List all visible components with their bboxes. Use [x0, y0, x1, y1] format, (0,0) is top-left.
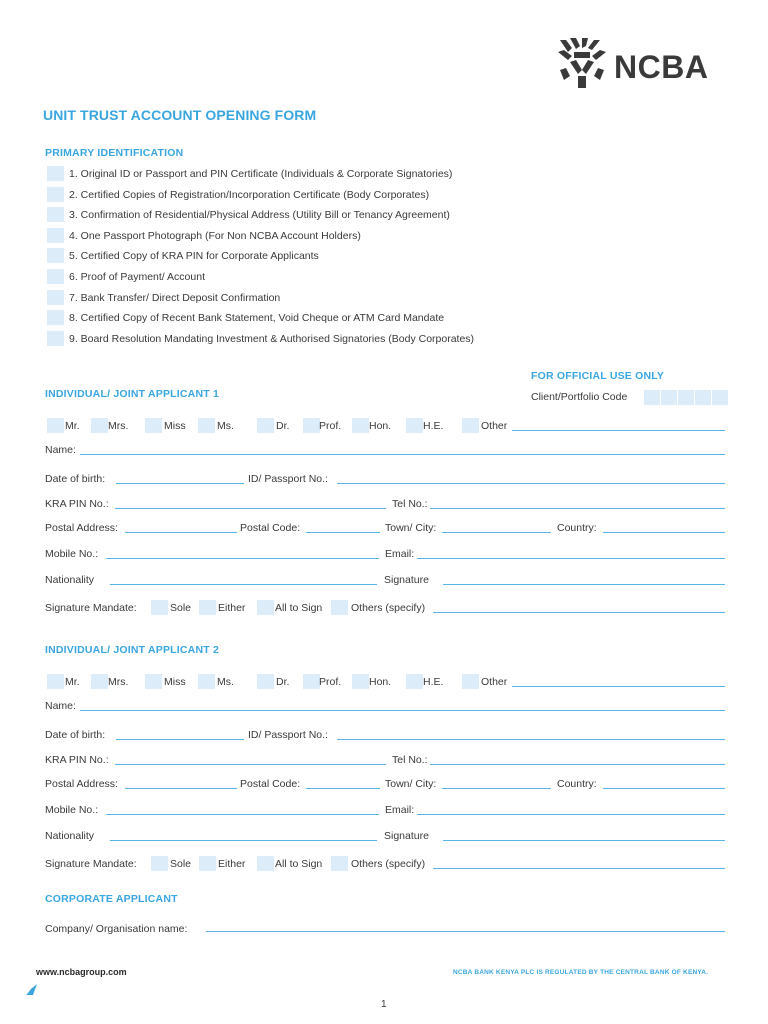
applicant2-mobile-label: Mobile No.: — [45, 804, 99, 816]
applicant1-title-he-checkbox[interactable] — [406, 418, 423, 433]
applicant1-town-city-label: Town/ City: — [385, 522, 437, 534]
applicant1-postal-code-field[interactable] — [306, 532, 380, 533]
applicant1-signature-mandate-label: Signature Mandate: — [45, 602, 137, 614]
ncba-logo — [556, 36, 732, 92]
applicant2-title-dr-label: Dr. — [276, 676, 290, 688]
applicant2-signature-field[interactable] — [443, 840, 725, 841]
applicant2-kra-pin-label: KRA PIN No.: — [45, 754, 109, 766]
pi-item-4: 4. One Passport Photograph (For Non NCBA Account Holders) — [69, 230, 361, 242]
pi-checkbox-6[interactable] — [47, 269, 64, 284]
applicant2-tel-field[interactable] — [430, 764, 725, 765]
applicant1-mandate-others-label: Others (specify) — [351, 602, 426, 614]
applicant2-title-mr-label: Mr. — [65, 676, 80, 688]
applicant1-id-passport-label: ID/ Passport No.: — [248, 473, 328, 485]
applicant1-title-prof-checkbox[interactable] — [303, 418, 320, 433]
applicant1-title-hon-label: Hon. — [369, 420, 392, 432]
applicant1-title-dr-label: Dr. — [276, 420, 290, 432]
applicant2-mandate-others-label: Others (specify) — [351, 858, 426, 870]
applicant2-postal-address-field[interactable] — [125, 788, 237, 789]
applicant1-country-label: Country: — [557, 522, 597, 534]
applicant1-heading: INDIVIDUAL/ JOINT APPLICANT 1 — [45, 388, 220, 400]
applicant1-mobile-field[interactable] — [106, 558, 379, 559]
pi-checkbox-9[interactable] — [47, 331, 64, 346]
applicant1-mandate-all-label: All to Sign — [275, 602, 323, 614]
applicant1-mandate-sole-label: Sole — [170, 602, 192, 614]
applicant1-other-title-field[interactable] — [512, 430, 725, 431]
pi-item-1: 1. Original ID or Passport and PIN Certificate (Individuals & Corporate Signatories) — [69, 168, 453, 180]
applicant1-nationality-field[interactable] — [110, 584, 377, 585]
applicant2-title-ms-label: Ms. — [217, 676, 234, 688]
applicant2-heading: INDIVIDUAL/ JOINT APPLICANT 2 — [45, 644, 220, 656]
applicant2-mandate-others-field[interactable] — [433, 868, 725, 869]
applicant1-title-dr-checkbox[interactable] — [257, 418, 274, 433]
page-number: 1 — [381, 999, 387, 1010]
applicant1-title-ms-label: Ms. — [217, 420, 234, 432]
applicant2-tel-label: Tel No.: — [392, 754, 428, 766]
applicant2-title-other-checkbox[interactable] — [462, 674, 479, 689]
applicant2-nationality-label: Nationality — [45, 830, 95, 842]
applicant2-title-prof-label: Prof. — [319, 676, 342, 688]
applicant1-title-other-checkbox[interactable] — [462, 418, 479, 433]
applicant1-email-field[interactable] — [417, 558, 725, 559]
applicant2-dob-label: Date of birth: — [45, 729, 106, 741]
applicant2-other-title-field[interactable] — [512, 686, 725, 687]
applicant2-id-passport-label: ID/ Passport No.: — [248, 729, 328, 741]
pi-checkbox-4[interactable] — [47, 228, 64, 243]
company-name-label: Company/ Organisation name: — [45, 923, 188, 935]
pi-item-6: 6. Proof of Payment/ Account — [69, 271, 205, 283]
applicant2-mandate-all-label: All to Sign — [275, 858, 323, 870]
applicant1-title-mrs-label: Mrs. — [108, 420, 129, 432]
primary-identification-heading: PRIMARY IDENTIFICATION — [45, 147, 184, 159]
applicant1-tel-field[interactable] — [430, 508, 725, 509]
pi-checkbox-3[interactable] — [47, 207, 64, 222]
applicant1-postal-code-label: Postal Code: — [240, 522, 301, 534]
applicant1-title-mr-checkbox[interactable] — [47, 418, 64, 433]
pi-item-5: 5. Certified Copy of KRA PIN for Corporate Applicants — [69, 250, 319, 262]
applicant1-mandate-others-checkbox[interactable] — [331, 600, 348, 615]
applicant1-dob-label: Date of birth: — [45, 473, 106, 485]
applicant2-town-city-field[interactable] — [442, 788, 551, 789]
pi-item-8: 8. Certified Copy of Recent Bank Statement, Void Cheque or ATM Card Mandate — [69, 312, 445, 324]
applicant2-nationality-field[interactable] — [110, 840, 377, 841]
applicant2-mandate-all-checkbox[interactable] — [257, 856, 274, 871]
applicant2-country-field[interactable] — [603, 788, 725, 789]
applicant2-title-mr-checkbox[interactable] — [47, 674, 64, 689]
applicant2-name-field[interactable] — [80, 710, 725, 711]
applicant2-kra-pin-field[interactable] — [115, 764, 386, 765]
applicant1-mandate-others-field[interactable] — [433, 612, 725, 613]
applicant2-title-he-label: H.E. — [423, 676, 444, 688]
pi-checkbox-1[interactable] — [47, 166, 64, 181]
applicant1-email-label: Email: — [385, 548, 415, 560]
applicant2-mandate-either-checkbox[interactable] — [199, 856, 216, 871]
applicant2-mobile-field[interactable] — [106, 814, 379, 815]
applicant2-title-miss-checkbox[interactable] — [145, 674, 162, 689]
applicant1-mobile-label: Mobile No.: — [45, 548, 99, 560]
pi-checkbox-7[interactable] — [47, 290, 64, 305]
applicant2-title-miss-label: Miss — [164, 676, 186, 688]
applicant2-mandate-sole-label: Sole — [170, 858, 192, 870]
applicant1-dob-field[interactable] — [116, 483, 244, 484]
applicant1-signature-label: Signature — [384, 574, 429, 586]
applicant1-mandate-sole-checkbox[interactable] — [151, 600, 168, 615]
applicant2-mandate-others-checkbox[interactable] — [331, 856, 348, 871]
applicant2-title-hon-label: Hon. — [369, 676, 392, 688]
applicant1-title-mrs-checkbox[interactable] — [91, 418, 108, 433]
applicant1-mandate-all-checkbox[interactable] — [257, 600, 274, 615]
applicant2-title-he-checkbox[interactable] — [406, 674, 423, 689]
applicant1-town-city-field[interactable] — [442, 532, 551, 533]
applicant1-postal-address-label: Postal Address: — [45, 522, 118, 534]
applicant1-tel-label: Tel No.: — [392, 498, 428, 510]
applicant2-signature-label: Signature — [384, 830, 429, 842]
applicant1-kra-pin-field[interactable] — [115, 508, 386, 509]
footer-url: www.ncbagroup.com — [36, 967, 127, 977]
footer-regulation: NCBA BANK KENYA PLC IS REGULATED BY THE CENTRAL BANK OF KENYA. — [453, 969, 709, 976]
pi-checkbox-2[interactable] — [47, 187, 64, 202]
applicant1-nationality-label: Nationality — [45, 574, 95, 586]
applicant2-postal-code-field[interactable] — [306, 788, 380, 789]
applicant2-title-other-label: Other — [481, 676, 508, 688]
applicant1-mandate-either-checkbox[interactable] — [199, 600, 216, 615]
applicant1-id-passport-field[interactable] — [337, 483, 725, 484]
applicant1-signature-field[interactable] — [443, 584, 725, 585]
applicant1-title-he-label: H.E. — [423, 420, 444, 432]
applicant2-postal-address-label: Postal Address: — [45, 778, 118, 790]
pi-checkbox-5[interactable] — [47, 248, 64, 263]
applicant1-title-hon-checkbox[interactable] — [352, 418, 369, 433]
applicant2-town-city-label: Town/ City: — [385, 778, 437, 790]
applicant2-country-label: Country: — [557, 778, 597, 790]
applicant1-postal-address-field[interactable] — [125, 532, 237, 533]
applicant1-title-mr-label: Mr. — [65, 420, 80, 432]
applicant1-title-miss-checkbox[interactable] — [145, 418, 162, 433]
applicant2-name-label: Name: — [45, 700, 76, 712]
pi-item-9: 9. Board Resolution Mandating Investment & Authorised Signatories (Body Corporates) — [69, 333, 475, 345]
applicant2-title-dr-checkbox[interactable] — [257, 674, 274, 689]
pi-item-3: 3. Confirmation of Residential/Physical Address (Utility Bill or Tenancy Agreement) — [69, 209, 450, 221]
applicant2-title-prof-checkbox[interactable] — [303, 674, 320, 689]
applicant2-title-ms-checkbox[interactable] — [198, 674, 215, 689]
applicant1-title-miss-label: Miss — [164, 420, 186, 432]
applicant1-kra-pin-label: KRA PIN No.: — [45, 498, 109, 510]
applicant1-title-prof-label: Prof. — [319, 420, 342, 432]
pi-item-7: 7. Bank Transfer/ Direct Deposit Confirmation — [69, 292, 281, 304]
applicant1-name-field[interactable] — [80, 454, 725, 455]
applicant1-title-other-label: Other — [481, 420, 508, 432]
applicant2-mandate-sole-checkbox[interactable] — [151, 856, 168, 871]
applicant2-title-mrs-label: Mrs. — [108, 676, 129, 688]
client-portfolio-code-label: Client/Portfolio Code — [531, 391, 628, 403]
company-name-field[interactable] — [206, 931, 725, 932]
applicant2-title-hon-checkbox[interactable] — [352, 674, 369, 689]
applicant2-mandate-either-label: Either — [218, 858, 246, 870]
applicant1-mandate-either-label: Either — [218, 602, 246, 614]
applicant2-signature-mandate-label: Signature Mandate: — [45, 858, 137, 870]
applicant2-email-label: Email: — [385, 804, 415, 816]
arrow-mark-icon — [26, 983, 38, 995]
ncba-wordmark: NCBA — [614, 49, 709, 85]
applicant1-name-label: Name: — [45, 444, 76, 456]
applicant2-id-passport-field[interactable] — [337, 739, 725, 740]
pi-checkbox-8[interactable] — [47, 310, 64, 325]
applicant2-email-field[interactable] — [417, 814, 725, 815]
applicant2-title-mrs-checkbox[interactable] — [91, 674, 108, 689]
applicant1-title-ms-checkbox[interactable] — [198, 418, 215, 433]
pi-item-2: 2. Certified Copies of Registration/Incorporation Certificate (Body Corporates) — [69, 189, 430, 201]
applicant1-country-field[interactable] — [603, 532, 725, 533]
official-use-heading: FOR OFFICIAL USE ONLY — [531, 370, 665, 382]
form-title: UNIT TRUST ACCOUNT OPENING FORM — [43, 107, 317, 123]
ncba-emblem-icon — [556, 36, 608, 90]
applicant2-postal-code-label: Postal Code: — [240, 778, 301, 790]
applicant2-dob-field[interactable] — [116, 739, 244, 740]
corporate-heading: CORPORATE APPLICANT — [45, 893, 178, 905]
